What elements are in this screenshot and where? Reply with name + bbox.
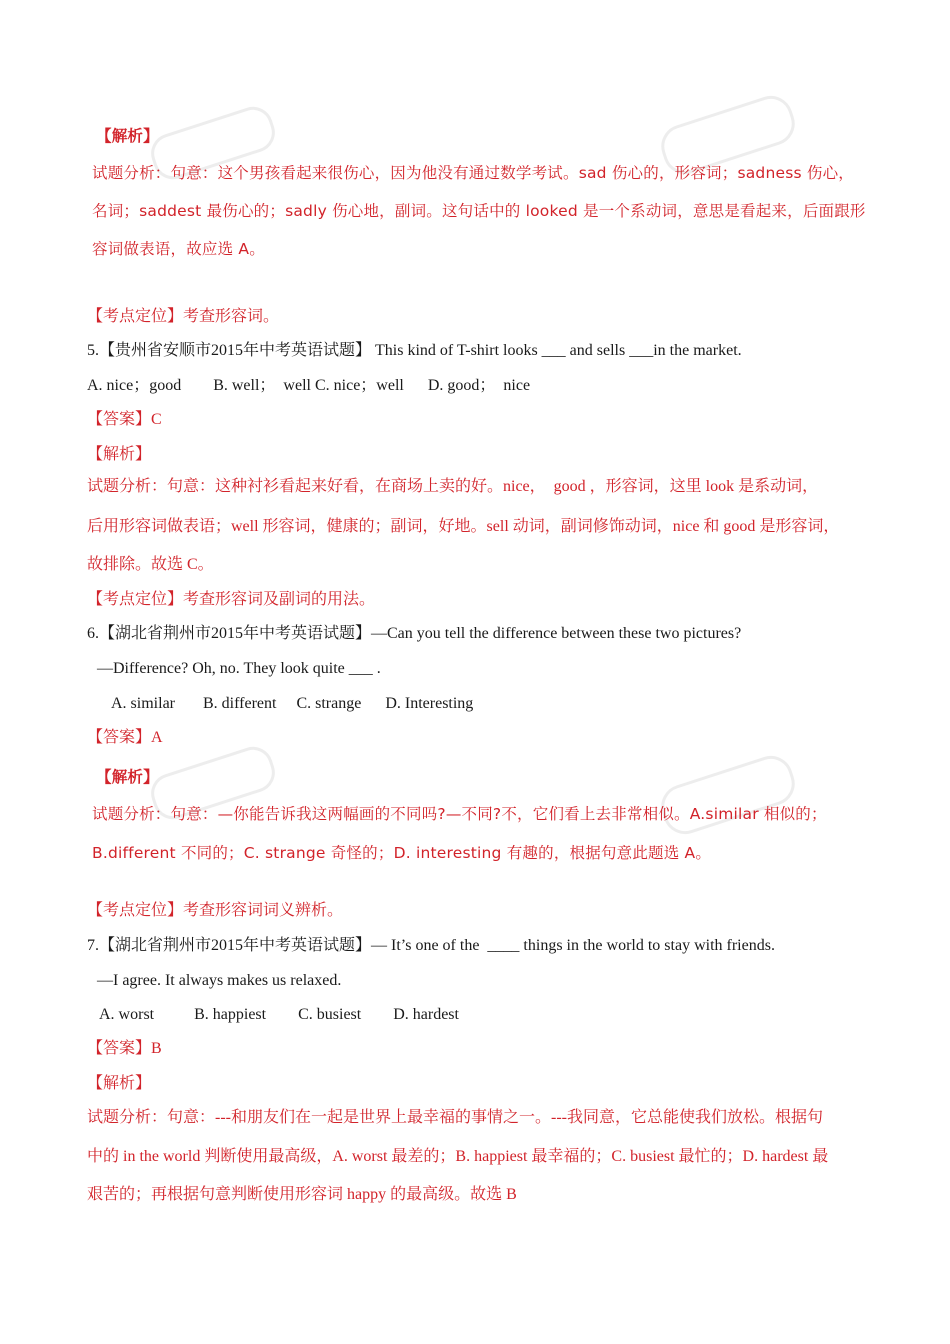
question-7-line2: —I agree. It always makes us relaxed.	[97, 972, 342, 989]
answer-tag: 【答案】	[87, 729, 152, 746]
analysis-line: B.different 不同的；C. strange 奇怪的；D. interesting 有趣的，根据句意此题选 A。	[92, 844, 712, 862]
analysis-line: 试题分析：句意：这个男孩看起来很伤心，因为他没有通过数学考试。sad 伤心的，形容词；sadness 伤心，	[92, 164, 854, 182]
answer-6	[87, 727, 163, 749]
kaodian: 【考点定位】考查形容词及副词的用法。	[87, 591, 376, 608]
answer-5	[87, 409, 162, 431]
kaodian: 【考点定位】考查形容词。	[87, 308, 280, 325]
question-6-line2: —Difference? Oh, no. They look quite ___ .	[97, 660, 381, 677]
question-5-options: A. nice；good B. well； well C. nice；well D. good； nice	[87, 377, 531, 394]
analysis-tag: 【解析】	[96, 768, 159, 786]
analysis-tag: 【解析】	[87, 446, 152, 463]
answer-value: A	[151, 729, 163, 746]
answer-value: B	[151, 1040, 162, 1057]
analysis-line: 中的 in the world 判断使用最高级，A. worst 最差的；B. happiest 最幸福的；C. busiest 最忙的；D. hardest 最	[87, 1148, 829, 1165]
watermark-shape	[656, 750, 801, 840]
answer-value: C	[151, 411, 162, 428]
answer-7	[87, 1038, 162, 1060]
question-6: 6.【湖北省荆州市2015年中考英语试题】—Can you tell the difference between these two pictures?	[87, 625, 742, 642]
analysis-line: 名词；saddest 最伤心的；sadly 伤心地，副词。这句话中的 looked 是一个系动词，意思是看起来，后面跟形	[92, 202, 866, 220]
answer-tag: 【答案】	[87, 411, 152, 428]
analysis-line: 后用形容词做表语；well 形容词，健康的；副词，好地。sell 动词，副词修饰动词，nice 和 good 是形容词，	[87, 518, 840, 535]
analysis-line: 艰苦的；再根据句意判断使用形容词 happy 的最高级。故选 B	[87, 1186, 517, 1203]
question-7-options: A. worst B. happiest C. busiest D. hardest	[99, 1006, 459, 1023]
question-6-options: A. similar B. different C. strange D. Interesting	[111, 695, 474, 712]
analysis-line: 试题分析：句意：—你能告诉我这两幅画的不同吗?—不同?不，它们看上去非常相似。A.similar 相似的；	[92, 805, 827, 823]
analysis-line: 容词做表语，故应选 A。	[92, 240, 265, 258]
analysis-line: 试题分析：句意：---和朋友们在一起是世界上最幸福的事情之一。---我同意，它总能使我们放松。根据句	[87, 1109, 823, 1126]
answer-tag: 【答案】	[87, 1040, 152, 1057]
question-5: 5.【贵州省安顺市2015年中考英语试题】 This kind of T-shirt looks ___ and sells ___in the market.	[87, 342, 742, 359]
analysis-tag: 【解析】	[96, 127, 159, 145]
question-7: 7.【湖北省荆州市2015年中考英语试题】— It’s one of the ____ things in the world to stay with friends.	[87, 937, 775, 954]
kaodian: 【考点定位】考查形容词词义辨析。	[87, 902, 344, 919]
analysis-line: 试题分析：句意：这种衬衫看起来好看，在商场上卖的好。nice， good ，形容词，这里 look 是系动词，	[87, 478, 819, 495]
analysis-tag: 【解析】	[87, 1075, 152, 1092]
analysis-line: 故排除。故选 C。	[87, 556, 214, 573]
